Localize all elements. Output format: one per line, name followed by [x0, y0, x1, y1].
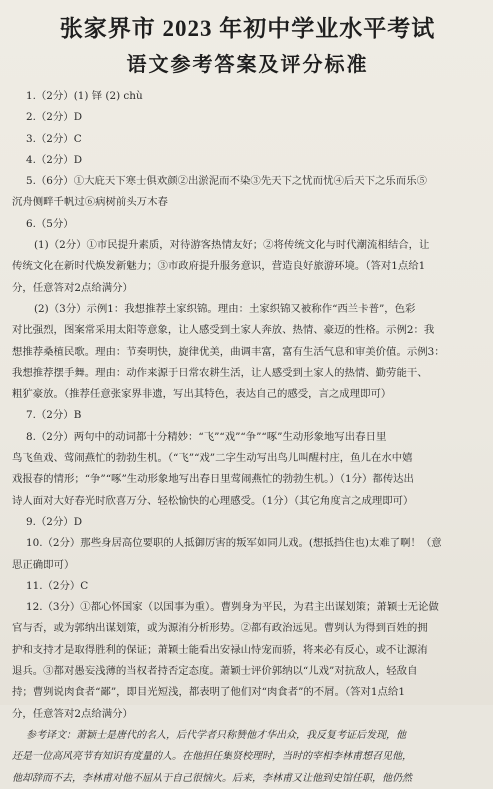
answer-line: 8.（2分）两句中的动词都十分精妙：“飞”“戏”“争”“啄”生动形象地写出春日里 — [26, 430, 387, 443]
answer-line: 沉舟侧畔千帆过⑥病树前头万木春 — [12, 196, 168, 209]
answer-line: 9.（2分）D — [26, 515, 83, 528]
answer-line: 3.（2分）C — [26, 132, 82, 145]
answer-line: 思正确即可） — [12, 558, 75, 571]
answer-line: 诗人面对大好春光时欣喜万分、轻松愉快的心理感受。（1分）（其它角度言之成理即可） — [12, 494, 414, 507]
answer-list — [12, 86, 483, 789]
answer-line: 5.（6分）①大庇天下寒士俱欢颜②出淤泥而不染③先天下之忧而忧④后天下之乐而乐⑤ — [26, 175, 427, 188]
answer-line: 1.（2分）(1) 铎 (2) chù — [26, 90, 143, 102]
answer-line: (1)（2分）①市民提升素质，对待游客热情友好；②将传统文化与时代潮流相结合，让 — [34, 239, 430, 252]
translation-line: 参考译文：萧颖士是唐代的名人，后代学者只称赞他才华出众，我反复考证后发现，他 — [26, 729, 406, 741]
answer-line: 持；曹刿说肉食者“鄙”，即目光短浅，都表明了他们对“肉食者”的不屑。（答对1点给1 — [12, 686, 405, 699]
answer-line: 护和支持才是取得胜利的保证；萧颖士能看出安禄山恃宠而骄，将来必有反心，或不让源洧 — [12, 643, 428, 656]
answer-line: 2.（2分）D — [26, 111, 83, 124]
answer-line: 想推荐桑植民歌。理由：节奏明快，旋律优美，曲调丰富，富有生活气息和审美价值。示例3： — [12, 345, 445, 358]
answer-line: 戏报春的情形；“争”“啄”生动形象地写出春日里莺闹燕忙的勃勃生机。）（1分）都传达出 — [12, 473, 414, 486]
answer-line: 粗犷豪放。（推荐任意张家界非遗，写出其特色，表达自己的感受，言之成理即可） — [12, 388, 392, 401]
answer-line: (2)（3分）示例1：我想推荐土家织锦。理由：土家织锦又被称作“西兰卡普”，色彩 — [34, 302, 416, 315]
answer-line: 对比强烈，图案常采用太阳等意象，让人感受到土家人奔放、热情、豪迈的性格。示例2：我 — [12, 324, 435, 337]
document-subtitle: 语文参考答案及评分标准 — [126, 52, 369, 76]
answer-line: 12.（3分）①都心怀国家（以国事为重）。曹刿身为平民，为君主出谋划策；萧颖士无论做 — [26, 601, 439, 614]
answer-line: 4.（2分）D — [26, 153, 83, 166]
answer-line: 分，任意答对2点给满分） — [12, 707, 133, 720]
answer-line: 传统文化在新时代焕发新魅力；③市政府提升服务意识，营造良好旅游环境。（答对1点给1 — [12, 260, 426, 273]
document-title: 张家界市 2023 年初中学业水平考试 — [59, 16, 436, 41]
answer-line: 我想推荐摆手舞。理由：动作来源于日常农耕生活，让人感受到土家人的热情、勤劳能干、 — [12, 366, 428, 379]
answer-line: 分，任意答对2点给满分） — [12, 281, 133, 294]
answer-line: 11.（2分）C — [26, 579, 89, 592]
answer-line: 6.（5分） — [26, 217, 74, 230]
answer-line: 10.（2分）那些身居高位要职的人抵御厉害的叛军如同儿戏。(想抵挡住也)太难了啊！（意 — [26, 537, 442, 550]
translation-line: 他却辞而不去，李林甫对他不屈从于自己很恼火。后来，李林甫又让他到史馆任职，他仍然 — [12, 772, 412, 784]
answer-line: 鸟飞鱼戏、莺闹燕忙的勃勃生机。（“飞”“戏”二字生动写出鸟儿叫醒村庄，鱼儿在水中嬉 — [12, 452, 413, 465]
translation-line: 还是一位高风亮节有知识有度量的人。在他担任集贤校理时，当时的宰相李林甫想召见他， — [12, 751, 412, 763]
answer-line: 7.（2分）B — [26, 409, 82, 422]
answer-line: 官与否，或为郭纳出谋划策，或为源洧分析形势。②都有政治远见。曹刿认为得到百姓的拥 — [12, 622, 428, 635]
answer-line: 退兵。③都对愚妄浅薄的当权者持否定态度。萧颖士评价郭纳以“儿戏”对抗敌人，轻敌自 — [12, 665, 418, 678]
